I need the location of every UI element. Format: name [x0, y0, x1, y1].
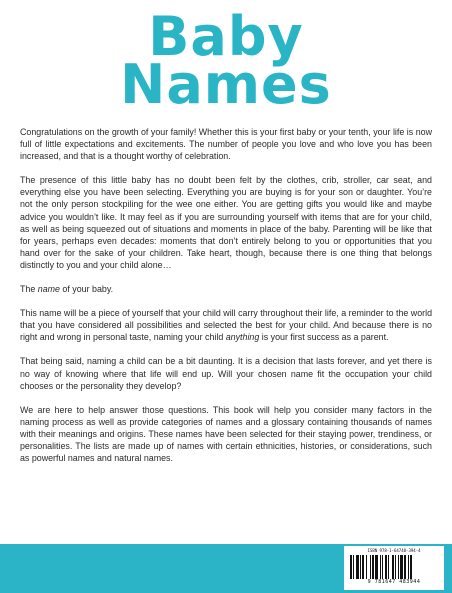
paragraph-5: That being said, naming a child can be a bit daunting. It is a decision that lasts forever, and yet there is no way of knowing where that life will end up. Will your chosen name fit the occupation your child chooses or the personality they develop? [20, 356, 432, 391]
paragraph-1: Congratulations on the growth of your family! Whether this is your first baby or your tenth, your life is now full of little expectations and excitements. The number of people you love and who love you has been increased, and that is a thought worthy of celebration. [20, 127, 432, 162]
barcode-block [344, 546, 444, 590]
title-baby: Baby [148, 5, 304, 68]
title-names: Names [120, 53, 332, 116]
paragraph-6: We are here to help answer those questions. This book will help you consider many factors in the naming process as well as provide categories of names and a glossary containing thousands of names with their meanings and origins. These names have been selected for their staying power, trendiness, or personalities. The lists are made up of names with certain ethnicities, histories, or considerations, such as powerful names and natural names. [20, 404, 432, 464]
paragraph-4: This name will be a piece of yourself that your child will carry throughout their life, a reminder to the world that you have considered all possibilities and selected the best for your child. And because there is no right and wrong in personal taste, naming your child anything is your first success as a parent. [20, 308, 432, 343]
paragraph-3: The name of your baby. [20, 284, 114, 295]
paragraph-2: The presence of this little baby has no doubt been felt by the clothes, crib, stroller, car seat, and everything else you have been selecting. Everything you are buying is for your son or daughter. You’re not the only person stockpiling for the wee one either. You are getting gifts you would like and maybe advice you wouldn’t like. It may feel as if you are surrounding yourself with items that are for your child, as well as being squeezed out of situations and moments in place of the baby. Parenting will be like that for years, perhaps even decades: moments that don’t entirely belong to you or opportunities that you hand over for the sake of your children. Take heart, though, because there is one thing that belongs distinctly to you and your child alone… [20, 175, 432, 270]
barcode-graphic [349, 555, 439, 579]
isbn-text: ISBN 978-1-64748-394-4 [367, 548, 421, 553]
barcode-digits: 9 781647 483944 [367, 579, 421, 585]
back-cover-text [20, 126, 432, 476]
